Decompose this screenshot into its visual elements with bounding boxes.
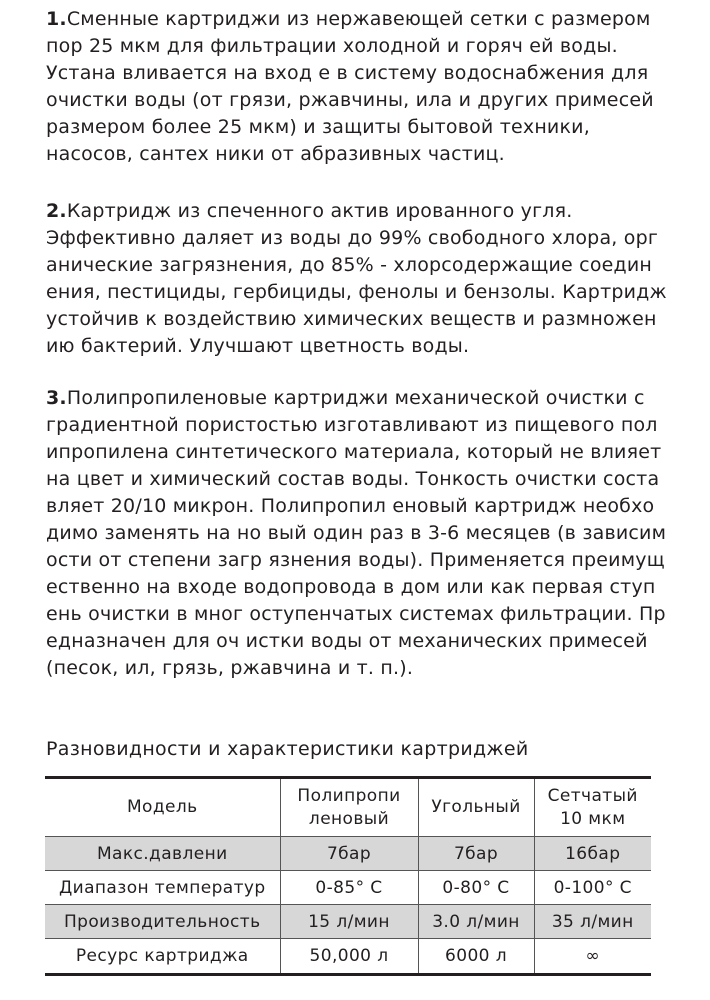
paragraph-line: градиентной пористостью изготавливают из пищевого пол [46, 414, 658, 436]
cell-mesh: 16бар [534, 837, 651, 871]
paragraph-line: ения, пестициды, гербициды, фенолы и бензолы. Картридж [46, 281, 667, 303]
paragraph-line: на цвет и химический состав воды. Тонкость очистки соста [46, 468, 660, 490]
cell-coal: 7бар [418, 837, 534, 871]
paragraph-line: ень очистки в мног оступенчатых системах фильтрации. Пр [46, 603, 666, 625]
table-header-row [45, 778, 651, 837]
paragraph-line: очистки воды (от грязи, ржавчины, ила и других примесей [46, 89, 654, 111]
cell-polypropylene: 15 л/мин [280, 905, 418, 939]
paragraph-line: устойчив к воздействию химических веществ и размножен [46, 308, 657, 330]
paragraph-line: ественно на входе водопровода в дом или как первая ступ [46, 576, 656, 598]
header-polypropylene: Полипропи леновый [280, 778, 418, 837]
paragraph-polypropylene-cartridge [46, 385, 686, 682]
item-number: 1. [46, 8, 67, 30]
paragraph-line: анические загрязнения, до 85% - хлорсодержащие соедин [46, 254, 653, 276]
row-label: Производительность [45, 905, 280, 939]
paragraph-line: ости от степени загр язнения воды). Применяется преимущ [46, 549, 665, 571]
paragraph-line: Эффективно даляет из воды до 99% свободного хлора, орг [46, 227, 659, 249]
cell-coal: 3.0 л/мин [418, 905, 534, 939]
cell-polypropylene: 7бар [280, 837, 418, 871]
paragraph-line: пор 25 мкм для фильтрации холодной и горяч ей воды. [46, 35, 618, 57]
row-label: Диапазон температур [45, 871, 280, 905]
paragraph-line: 2.Картридж из спеченного актив ированного угля. [46, 200, 573, 222]
item-number: 3. [46, 387, 67, 409]
header-model: Модель [45, 778, 280, 837]
cell-coal: 0-80° C [418, 871, 534, 905]
paragraph-line: ию бактерий. Улучшают цветность воды. [46, 335, 470, 357]
table-row [45, 837, 651, 871]
cell-polypropylene: 50,000 л [280, 939, 418, 975]
paragraph-line: вляет 20/10 микрон. Полипропил еновый картридж необхо [46, 495, 655, 517]
row-label: Макс.давлени [45, 837, 280, 871]
paragraph-line: едназначен для оч истки воды от механических примесей [46, 630, 648, 652]
paragraph-carbon-cartridge [46, 198, 686, 360]
paragraph-mesh-cartridge [46, 6, 686, 168]
header-mesh: Сетчатый 10 мкм [534, 778, 651, 837]
paragraph-line: 3.Полипропиленовые картриджи механической очистки с [46, 387, 645, 409]
paragraph-line: размером более 25 мкм) и защиты бытовой техники, [46, 116, 590, 138]
paragraph-line: (песок, ил, грязь, ржавчина и т. п.). [46, 657, 414, 679]
paragraph-line: 1.Сменные картриджи из нержавеющей сетки с размером [46, 8, 651, 30]
cell-polypropylene: 0-85° C [280, 871, 418, 905]
paragraph-line: ипропилена синтетического материала, который не влияет [46, 441, 662, 463]
table-row [45, 939, 651, 975]
cartridge-specs-table [45, 776, 651, 976]
item-number: 2. [46, 200, 67, 222]
cell-mesh: ∞ [534, 939, 651, 975]
table-row [45, 905, 651, 939]
row-label: Ресурс картриджа [45, 939, 280, 975]
paragraph-line: димо заменять на но вый один раз в 3-6 месяцев (в зависим [46, 522, 667, 544]
cell-mesh: 0-100° C [534, 871, 651, 905]
cell-coal: 6000 л [418, 939, 534, 975]
cell-mesh: 35 л/мин [534, 905, 651, 939]
paragraph-line: Устана вливается на вход е в систему водоснабжения для [46, 62, 649, 84]
table-caption: Разновидности и характеристики картриджей [46, 738, 529, 760]
table-row [45, 871, 651, 905]
paragraph-line: насосов, сантех ники от абразивных частиц. [46, 143, 505, 165]
header-coal: Угольный [418, 778, 534, 837]
